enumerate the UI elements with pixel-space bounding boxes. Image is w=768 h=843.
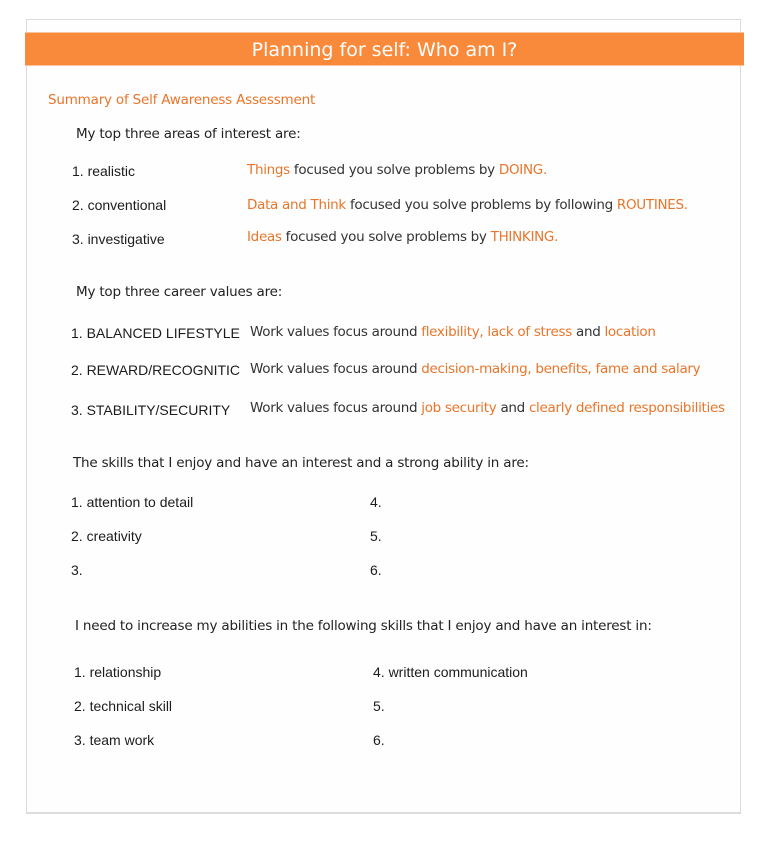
interest-item-description bbox=[247, 229, 558, 245]
interest-highlight: Ideas bbox=[247, 229, 282, 245]
strong-skill-item: 6. bbox=[370, 562, 382, 578]
career-value-description bbox=[250, 400, 725, 416]
improve-skill-item: 6. bbox=[373, 732, 385, 748]
interest-text: focused you solve problems by bbox=[281, 229, 491, 245]
strong-skill-item: 4. bbox=[370, 494, 382, 510]
improve-skill-item: 1. relationship bbox=[74, 664, 162, 680]
interest-highlight: THINKING. bbox=[490, 229, 559, 245]
career-values-heading: My top three career values are: bbox=[76, 284, 283, 300]
career-value-text: and bbox=[571, 324, 605, 340]
interests-heading: My top three areas of interest are: bbox=[76, 126, 301, 142]
strong-skill-item: 2. creativity bbox=[71, 528, 142, 544]
interest-item-description bbox=[247, 162, 547, 178]
strong-skill-item: 1. attention to detail bbox=[71, 494, 194, 510]
improve-skill-item: 3. team work bbox=[74, 732, 155, 748]
interest-highlight: Data and Think bbox=[247, 197, 346, 213]
career-value-highlight: decision-making, benefits, fame and salary bbox=[421, 361, 701, 377]
summary-title: Summary of Self Awareness Assessment bbox=[48, 92, 316, 108]
career-value-text: Work values focus around bbox=[250, 400, 422, 416]
improve-skills-heading: I need to increase my abilities in the following skills that I enjoy and have an interest in: bbox=[75, 618, 652, 634]
interest-text: focused you solve problems by bbox=[289, 162, 499, 178]
career-value-text: Work values focus around bbox=[250, 324, 422, 340]
improve-skill-item: 2. technical skill bbox=[74, 698, 173, 714]
improve-skill-item: 5. bbox=[373, 698, 385, 714]
strong-skill-item: 5. bbox=[370, 528, 382, 544]
interest-highlight: ROUTINES. bbox=[616, 197, 688, 213]
career-value-label: 2. REWARD/RECOGNITIC bbox=[71, 362, 241, 378]
improve-skill-item: 4. written communication bbox=[373, 664, 528, 680]
career-value-highlight: flexibility, lack of stress bbox=[421, 324, 572, 340]
career-value-description bbox=[250, 361, 700, 377]
career-value-label: 1. BALANCED LIFESTYLE bbox=[71, 325, 240, 341]
career-value-text: and bbox=[496, 400, 529, 416]
interest-highlight: Things bbox=[247, 162, 290, 178]
page-title-banner: Planning for self: Who am I? bbox=[25, 32, 744, 66]
interest-item-description bbox=[247, 197, 688, 213]
interest-item-label: 2. conventional bbox=[72, 197, 167, 213]
interest-item-label: 1. realistic bbox=[72, 163, 136, 179]
career-value-label: 3. STABILITY/SECURITY bbox=[71, 402, 231, 418]
interest-text: focused you solve problems by following bbox=[345, 197, 617, 213]
career-value-highlight: location bbox=[604, 324, 656, 340]
interest-item-label: 3. investigative bbox=[72, 231, 165, 247]
strong-skill-item: 3. bbox=[71, 562, 83, 578]
strong-skills-heading: The skills that I enjoy and have an interest and a strong ability in are: bbox=[73, 455, 529, 471]
career-value-text: Work values focus around bbox=[250, 361, 422, 377]
career-value-description bbox=[250, 324, 656, 340]
career-value-highlight: job security bbox=[421, 400, 497, 416]
interest-highlight: DOING. bbox=[498, 162, 547, 178]
career-value-highlight: clearly defined responsibilities bbox=[528, 400, 725, 416]
